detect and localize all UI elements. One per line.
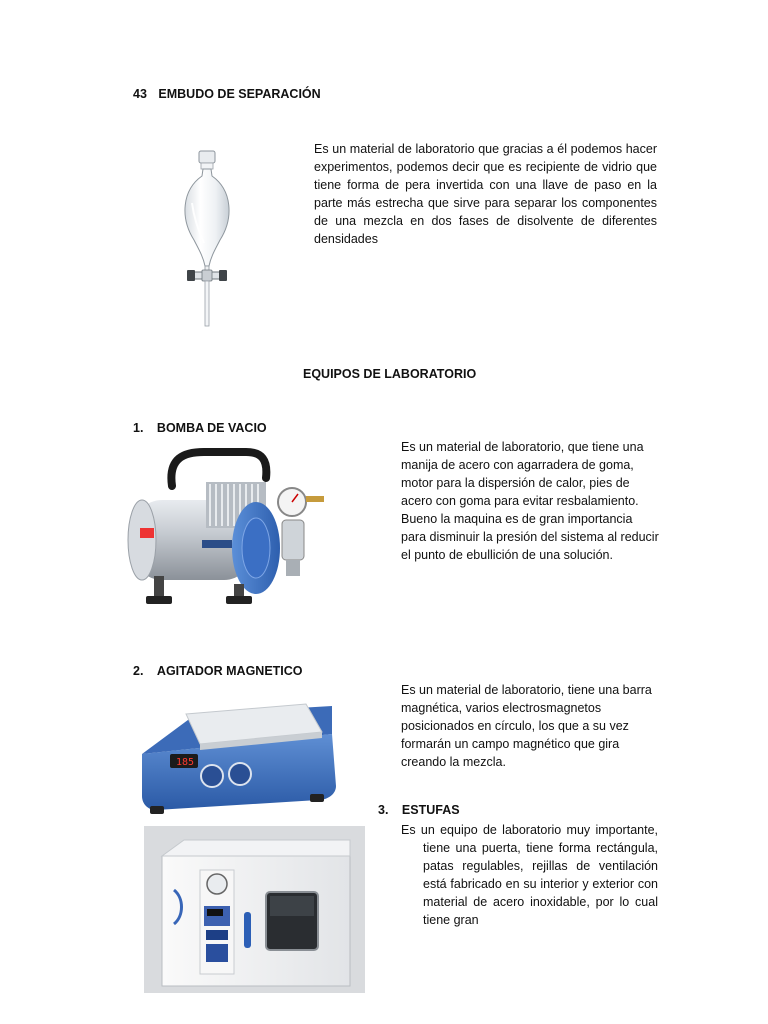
item-3-title: ESTUFAS [401, 803, 460, 817]
item-3-number: 3. [378, 803, 389, 817]
oven-image [144, 826, 365, 993]
item-1-heading [133, 421, 267, 435]
equipos-title: EQUIPOS DE LABORATORIO [303, 367, 477, 381]
item-3-description: Es un equipo de laboratorio muy importante, tiene una puerta, tiene forma rectángula, patas regulables, rejillas de ventilación está fabricado en su interior y exterior con material de acero inoxidable, por lo cual tiene gran [401, 823, 658, 927]
stirrer-display-value: 185 [176, 757, 195, 768]
section-43-description: Es un material de laboratorio que gracias a él podemos hacer experimentos, podemos decir que es recipiente de vidrio que tiene forma de pera invertida con una llave de paso en la parte más estrecha que sirve para separar los componentes de una mezcla en dos fases de disolvente de diferentes densidades [314, 142, 657, 246]
item-1-description: Es un material de laboratorio, que tiene una manija de acero con agarradera de goma, motor para la dispersión de calor, pies de acero con goma para evitar resbalamiento. Bueno la maquina es de gran importancia para disminuir la presión del sistema al reducir el punto de ebullición de una solución. [401, 440, 659, 562]
item-1-number: 1. [133, 421, 144, 435]
item-3-heading [378, 803, 460, 817]
item-1-title: BOMBA DE VACIO [156, 421, 267, 435]
section-43-heading [133, 87, 321, 101]
item-2-heading [133, 664, 303, 678]
vacuum-pump-image [124, 448, 336, 614]
item-2-number: 2. [133, 664, 144, 678]
section-43-number: 43 [133, 87, 147, 101]
section-43-title: EMBUDO DE SEPARACIÓN [158, 87, 321, 101]
item-2-description: Es un material de laboratorio, tiene una barra magnética, varios electrosmagnetos posicionados en círculo, los que a su vez formarán un campo magnético que gira creando la mezcla. [401, 683, 652, 769]
item-2-title: AGITADOR MAGNETICO [156, 664, 303, 678]
separatory-funnel-image [172, 148, 242, 330]
magnetic-stirrer-image [136, 694, 338, 820]
